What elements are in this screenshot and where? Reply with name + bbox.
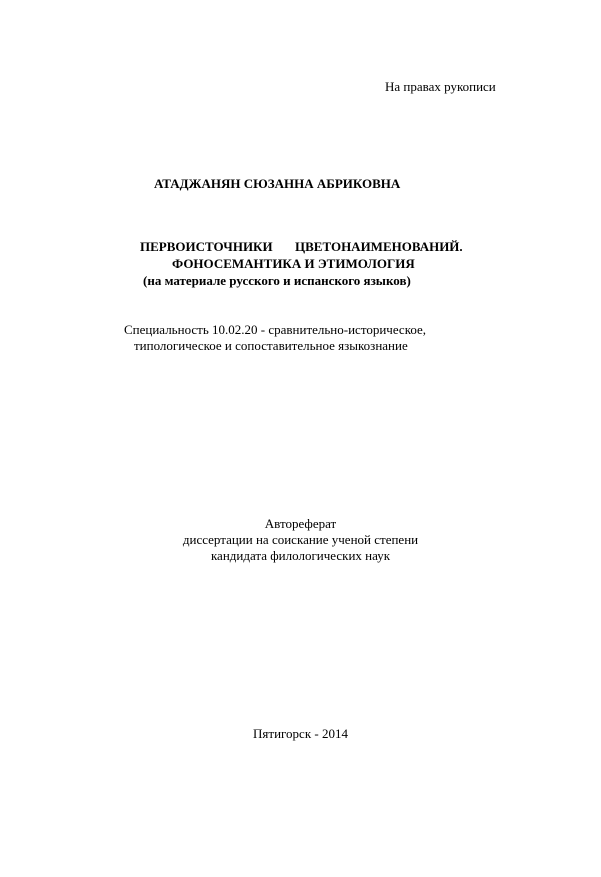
manuscript-note: На правах рукописи: [385, 79, 496, 94]
title-line-1-part-1: ПЕРВОИСТОЧНИКИ: [140, 239, 273, 254]
abstract-line-3: кандидата филологических наук: [210, 548, 391, 563]
specialty-line-2: типологическое и сопоставительное языкознание: [134, 338, 408, 353]
city-year: Пятигорск - 2014: [253, 726, 348, 741]
author-name: АТАДЖАНЯН СЮЗАННА АБРИКОВНА: [154, 176, 401, 191]
abstract-line-2: диссертации на соискание ученой степени: [182, 532, 419, 547]
title-line-1-part-2: ЦВЕТОНАИМЕНОВАНИЙ.: [295, 239, 463, 254]
specialty-line-1: Специальность 10.02.20 - сравнительно-историческое,: [124, 322, 427, 337]
title-line-3: (на материале русского и испанского языков): [143, 273, 411, 288]
title-line-2: ФОНОСЕМАНТИКА И ЭТИМОЛОГИЯ: [172, 256, 415, 271]
abstract-line-1: Автореферат: [264, 516, 337, 531]
